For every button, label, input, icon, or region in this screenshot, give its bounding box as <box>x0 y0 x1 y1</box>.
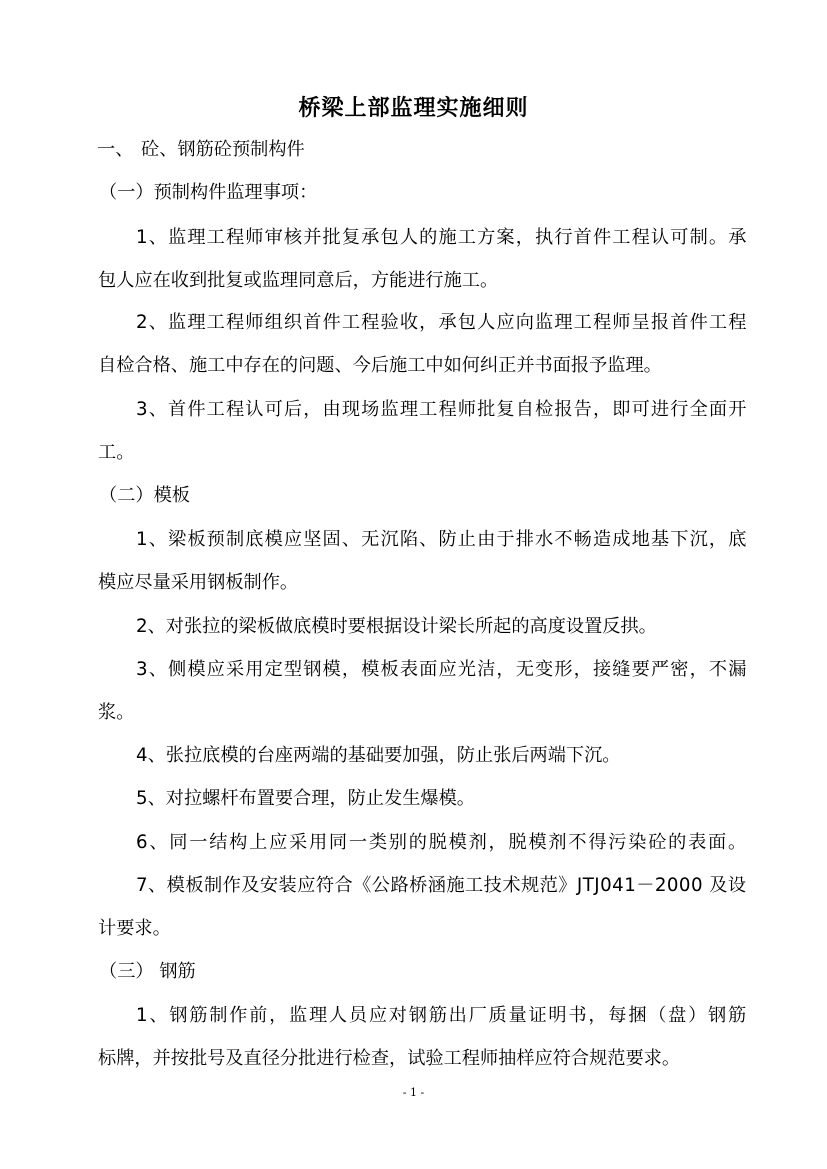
paragraph-line: 工。 <box>98 442 135 463</box>
paragraph-line: 计要求。 <box>98 918 171 939</box>
paragraph-line: 2、对张拉的梁板做底模时要根据设计梁长所起的高度设置反拱。 <box>136 616 657 637</box>
section-title: 砼、钢筋砼预制构件 <box>141 139 305 160</box>
paragraph-line: 标牌，并按批号及直径分批进行检查，试验工程师抽样应符合规范要求。 <box>98 1048 681 1069</box>
paragraph-line: 模应尽量采用钢板制作。 <box>98 572 299 593</box>
paragraph-line: 4、张拉底模的台座两端的基础要加强，防止张后两端下沉。 <box>136 745 621 766</box>
paragraph-line: 3、首件工程认可后，由现场监理工程师批复自检报告，即可进行全面开 <box>136 399 748 420</box>
page-title: 桥梁上部监理实施细则 <box>298 96 529 121</box>
section-heading <box>97 137 305 163</box>
paragraph-line: 7、模板制作及安装应符合《公路桥涵施工技术规范》JTJ041－2000 及设 <box>136 875 747 896</box>
paragraph-line: 1、钢筋制作前，监理人员应对钢筋出厂质量证明书，每捆（盘）钢筋 <box>136 1005 748 1026</box>
paragraph-line: 1、监理工程师审核并批复承包人的施工方案，执行首件工程认可制。承 <box>136 227 748 248</box>
paragraph-line: 6、同一结构上应采用同一类别的脱模剂，脱模剂不得污染砼的表面。 <box>136 832 748 853</box>
paragraph-line: 自检合格、施工中存在的问题、今后施工中如何纠正并书面报予监理。 <box>98 355 662 376</box>
paragraph-line: 1、梁板预制底模应坚固、无沉陷、防止由于排水不畅造成地基下沉，底 <box>136 529 748 550</box>
paragraph-line: 5、对拉螺杆布置要合理，防止发生爆模。 <box>136 788 475 809</box>
subsection-heading: （二）模板 <box>99 485 190 506</box>
paragraph-line: 浆。 <box>98 702 135 723</box>
subsection-heading: （三） 钢筋 <box>99 961 196 982</box>
paragraph-line: 包人应在收到批复或监理同意后，方能进行施工。 <box>98 270 499 291</box>
page-number: - 1 - <box>402 1086 425 1099</box>
subsection-heading: （一）预制构件监理事项： <box>99 182 318 203</box>
paragraph-line: 3、侧模应采用定型钢模，模板表面应光洁，无变形，接缝要严密，不漏 <box>136 659 748 680</box>
section-number: 一、 <box>97 139 134 160</box>
paragraph-line: 2、监理工程师组织首件工程验收，承包人应向监理工程师呈报首件工程 <box>136 312 748 333</box>
